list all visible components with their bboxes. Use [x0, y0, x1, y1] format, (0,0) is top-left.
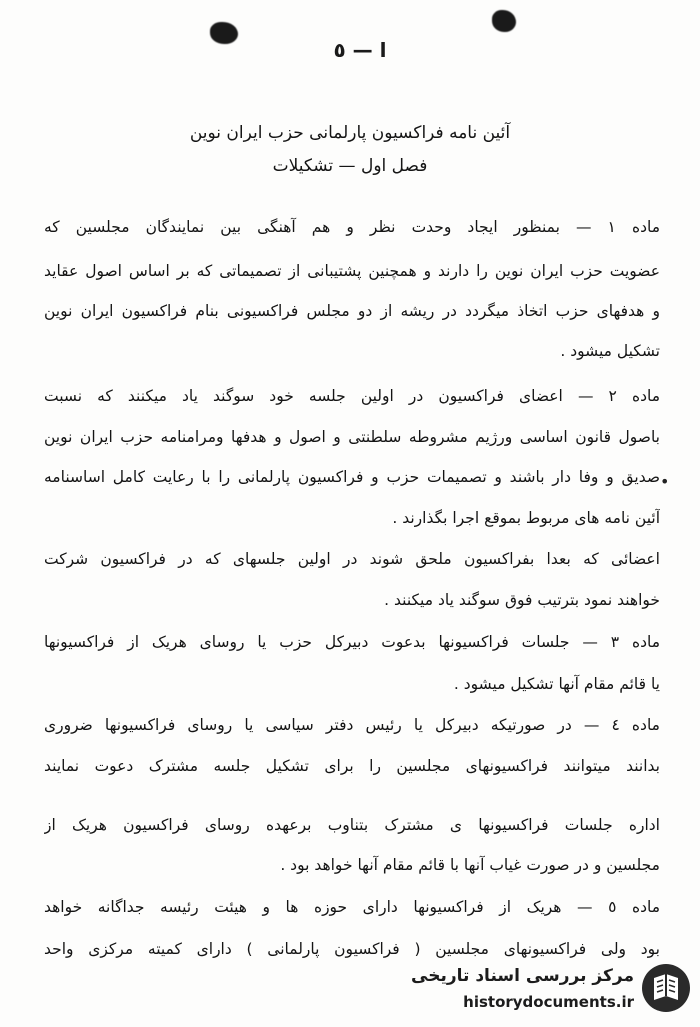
text-line: ماده ۳ — جلسات فراکسیونها بدعوت دبیرکل حزب یا روسای هریک از فراکسیونها: [44, 633, 660, 651]
ink-blot-icon: [210, 22, 238, 44]
text-line: اعضائی که بعدا بفراکسیون ملحق شوند در اولین جلسهای که در فراکسیون شرکت: [44, 550, 660, 568]
text-line: ماده ٥ — هریک از فراکسیونها دارای حوزه ها و هیئت رئیسه جداگانه خواهد: [44, 898, 660, 916]
text-line: ماده ۲ — اعضای فراکسیون در اولین جلسه خود سوگند یاد میکنند که نسبت: [44, 387, 660, 405]
page-number: ا — ٥: [333, 38, 387, 62]
watermark: [412, 960, 692, 1022]
document-title: آئین نامه فراکسیون پارلمانی حزب ایران نوین: [189, 123, 511, 143]
text-line: و هدفهای حزب اتخاذ میگردد در ریشه از دو مجلس فراکسیونی بنام فراکسیون ایران نوین: [44, 302, 660, 320]
text-line: اداره جلسات فراکسیونها ی مشترک بتناوب برعهده روسای فراکسیون هریک از: [44, 816, 660, 834]
text-line: مجلسین و در صورت غیاب آنها با قائم مقام آنها خواهد بود .: [280, 856, 660, 874]
text-line: خواهند نمود بترتیب فوق سوگند یاد میکنند .: [384, 591, 660, 609]
text-line: بدانند میتوانند فراکسیونهای مجلسین را برای تشکیل جلسه مشترک دعوت نمایند: [44, 757, 660, 775]
text-line: ماده ٤ — در صورتیکه دبیرکل یا رئیس دفتر سیاسی یا روسای فراکسیونها ضروری: [44, 716, 660, 734]
text-line: ماده ۱ — بمنظور ایجاد وحدت نظر و هم آهنگی بین نمایندگان مجلسین که: [44, 218, 660, 236]
archive-book-logo-icon: [640, 962, 692, 1014]
text-line: بود ولی فراکسیونهای مجلسین ( فراکسیون پارلمانی ) دارای کمیته مرکزی واحد: [44, 940, 660, 958]
text-line: صدیق و وفا دار باشند و تصمیمات حزب و فراکسیون پارلمانی را با رعایت کامل اساسنامه: [44, 468, 660, 486]
text-line: عضویت حزب ایران نوین را دارند و همچنین پشتیبانی از تصمیماتی که بر اساس اصول عقاید: [44, 262, 660, 280]
text-line: تشکیل میشود .: [560, 342, 660, 360]
document-subtitle: فصل اول — تشکیلات: [272, 156, 428, 176]
margin-mark-icon: •: [660, 472, 670, 491]
watermark-url: historydocuments.ir: [463, 993, 634, 1011]
text-line: آئین نامه های مربوط بموقع اجرا بگذارند .: [392, 509, 660, 527]
text-line: باصول قانون اساسی ورژیم مشروطه سلطنتی و اصول و هدفها ومرامنامه حزب ایران نوین: [44, 428, 660, 446]
watermark-org-name: مرکز بررسی اسناد تاریخی: [411, 966, 634, 986]
text-line: یا قائم مقام آنها تشکیل میشود .: [453, 675, 660, 693]
ink-blot-icon: [492, 10, 516, 32]
